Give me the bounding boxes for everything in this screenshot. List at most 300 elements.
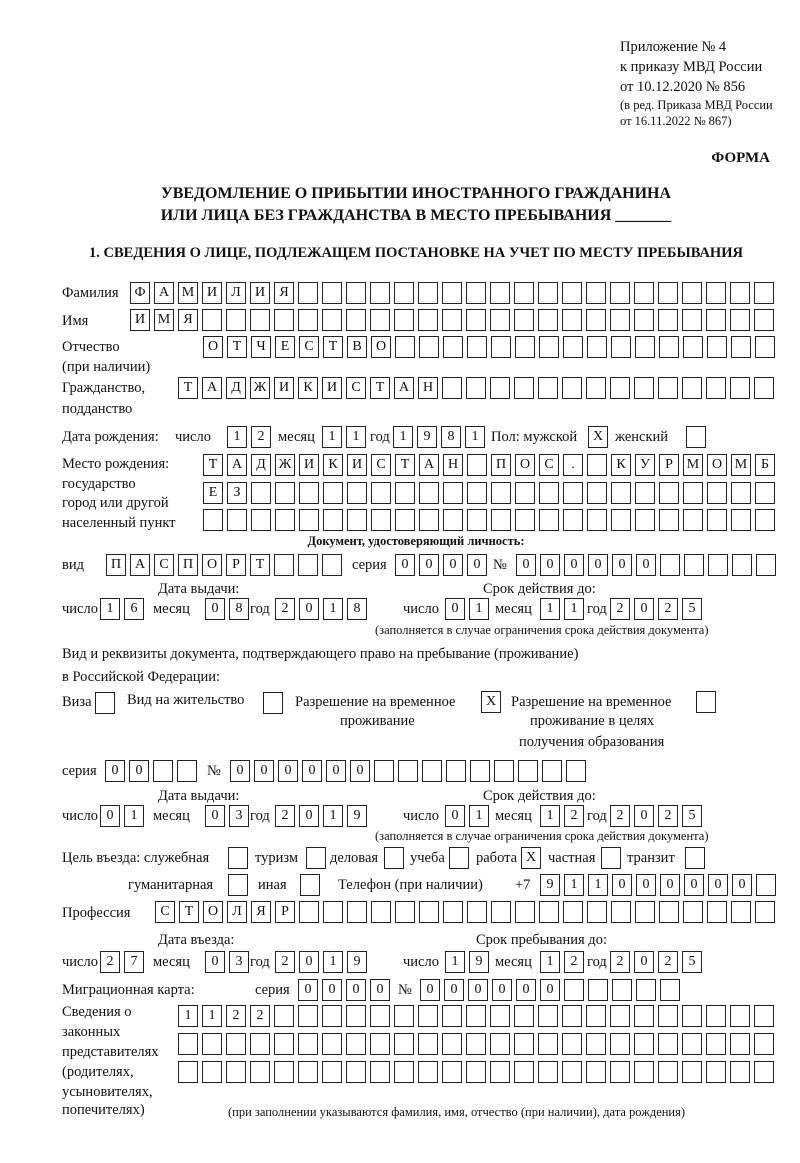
char-cell[interactable]: 0 <box>684 874 704 896</box>
char-cell[interactable]: 0 <box>302 760 322 782</box>
char-cell[interactable]: 9 <box>417 426 437 448</box>
char-cell[interactable] <box>562 282 582 304</box>
doc-valid-month-field[interactable] <box>540 598 584 620</box>
char-cell[interactable] <box>659 336 679 358</box>
char-cell[interactable] <box>706 1061 726 1083</box>
p-tourism-checkbox[interactable] <box>306 847 326 869</box>
char-cell[interactable] <box>730 377 750 399</box>
char-cell[interactable] <box>682 1061 702 1083</box>
char-cell[interactable]: 0 <box>516 979 536 1001</box>
char-cell[interactable] <box>442 377 462 399</box>
char-cell[interactable]: А <box>227 454 247 476</box>
char-cell[interactable]: В <box>347 336 367 358</box>
char-cell[interactable] <box>298 282 318 304</box>
char-cell[interactable] <box>707 901 727 923</box>
char-cell[interactable]: 5 <box>682 951 702 973</box>
char-cell[interactable] <box>755 509 775 531</box>
char-cell[interactable]: О <box>202 554 222 576</box>
char-cell[interactable]: 0 <box>467 554 487 576</box>
char-cell[interactable]: 3 <box>229 805 249 827</box>
char-cell[interactable] <box>562 1005 582 1027</box>
char-cell[interactable]: И <box>322 377 342 399</box>
char-cell[interactable]: Т <box>179 901 199 923</box>
char-cell[interactable] <box>538 309 558 331</box>
citizenship-field[interactable] <box>178 377 774 399</box>
char-cell[interactable] <box>707 509 727 531</box>
char-cell[interactable]: 0 <box>100 805 120 827</box>
char-cell[interactable] <box>226 309 246 331</box>
char-cell[interactable] <box>515 336 535 358</box>
char-cell[interactable] <box>586 282 606 304</box>
char-cell[interactable] <box>587 482 607 504</box>
char-cell[interactable] <box>153 760 173 782</box>
char-cell[interactable] <box>682 309 702 331</box>
char-cell[interactable] <box>466 309 486 331</box>
char-cell[interactable] <box>683 336 703 358</box>
char-cell[interactable]: И <box>250 282 270 304</box>
char-cell[interactable] <box>442 1033 462 1055</box>
char-cell[interactable]: 0 <box>350 760 370 782</box>
char-cell[interactable] <box>684 554 704 576</box>
char-cell[interactable] <box>610 309 630 331</box>
char-cell[interactable]: 1 <box>100 598 120 620</box>
char-cell[interactable]: И <box>347 454 367 476</box>
char-cell[interactable] <box>730 1005 750 1027</box>
char-cell[interactable]: 7 <box>124 951 144 973</box>
char-cell[interactable] <box>562 1061 582 1083</box>
char-cell[interactable]: . <box>563 454 583 476</box>
char-cell[interactable]: 1 <box>393 426 413 448</box>
char-cell[interactable]: 0 <box>634 598 654 620</box>
char-cell[interactable] <box>658 1005 678 1027</box>
phone-field[interactable] <box>540 874 776 896</box>
char-cell[interactable] <box>612 979 632 1001</box>
char-cell[interactable] <box>274 1033 294 1055</box>
char-cell[interactable] <box>707 482 727 504</box>
char-cell[interactable]: Т <box>323 336 343 358</box>
char-cell[interactable]: 0 <box>322 979 342 1001</box>
char-cell[interactable]: 2 <box>275 805 295 827</box>
char-cell[interactable] <box>659 509 679 531</box>
char-cell[interactable] <box>227 509 247 531</box>
char-cell[interactable] <box>347 482 367 504</box>
char-cell[interactable]: 0 <box>540 554 560 576</box>
char-cell[interactable] <box>490 1061 510 1083</box>
char-cell[interactable] <box>466 377 486 399</box>
char-cell[interactable]: А <box>202 377 222 399</box>
char-cell[interactable]: 0 <box>444 979 464 1001</box>
char-cell[interactable]: 6 <box>124 598 144 620</box>
char-cell[interactable] <box>658 377 678 399</box>
char-cell[interactable]: О <box>203 336 223 358</box>
char-cell[interactable] <box>731 509 751 531</box>
char-cell[interactable]: 0 <box>708 874 728 896</box>
char-cell[interactable]: О <box>371 336 391 358</box>
char-cell[interactable]: 9 <box>347 805 367 827</box>
char-cell[interactable] <box>466 1061 486 1083</box>
doc-valid-year-field[interactable] <box>610 598 702 620</box>
char-cell[interactable]: М <box>154 309 174 331</box>
stay-day-field[interactable] <box>445 951 489 973</box>
birth-day-field[interactable] <box>227 426 271 448</box>
char-cell[interactable] <box>323 482 343 504</box>
char-cell[interactable] <box>564 979 584 1001</box>
sex-male-checkbox[interactable]: X <box>588 426 608 448</box>
char-cell[interactable] <box>514 1005 534 1027</box>
char-cell[interactable]: 2 <box>610 805 630 827</box>
char-cell[interactable] <box>659 482 679 504</box>
char-cell[interactable]: Я <box>251 901 271 923</box>
char-cell[interactable] <box>754 377 774 399</box>
char-cell[interactable] <box>298 1005 318 1027</box>
char-cell[interactable] <box>683 901 703 923</box>
char-cell[interactable] <box>658 282 678 304</box>
char-cell[interactable] <box>563 509 583 531</box>
char-cell[interactable]: 8 <box>347 598 367 620</box>
char-cell[interactable] <box>274 1061 294 1083</box>
char-cell[interactable]: 0 <box>105 760 125 782</box>
doc-issue-month-field[interactable] <box>205 598 249 620</box>
char-cell[interactable] <box>347 509 367 531</box>
char-cell[interactable]: 1 <box>346 426 366 448</box>
char-cell[interactable] <box>490 309 510 331</box>
char-cell[interactable]: Ж <box>250 377 270 399</box>
entry-day-field[interactable] <box>100 951 144 973</box>
char-cell[interactable] <box>322 1061 342 1083</box>
char-cell[interactable] <box>442 1005 462 1027</box>
char-cell[interactable] <box>490 1005 510 1027</box>
char-cell[interactable]: Т <box>178 377 198 399</box>
char-cell[interactable] <box>490 1033 510 1055</box>
char-cell[interactable]: Т <box>227 336 247 358</box>
char-cell[interactable]: Л <box>227 901 247 923</box>
char-cell[interactable]: 0 <box>588 554 608 576</box>
char-cell[interactable]: С <box>346 377 366 399</box>
char-cell[interactable]: 0 <box>420 979 440 1001</box>
char-cell[interactable] <box>398 760 418 782</box>
char-cell[interactable] <box>538 1033 558 1055</box>
char-cell[interactable]: 2 <box>226 1005 246 1027</box>
char-cell[interactable]: К <box>298 377 318 399</box>
char-cell[interactable]: З <box>227 482 247 504</box>
char-cell[interactable]: О <box>515 454 535 476</box>
stay-year-field[interactable] <box>610 951 702 973</box>
char-cell[interactable] <box>514 309 534 331</box>
char-cell[interactable] <box>730 1033 750 1055</box>
char-cell[interactable]: 8 <box>441 426 461 448</box>
char-cell[interactable]: М <box>731 454 751 476</box>
char-cell[interactable] <box>346 1061 366 1083</box>
char-cell[interactable] <box>706 1005 726 1027</box>
char-cell[interactable] <box>466 1005 486 1027</box>
char-cell[interactable] <box>518 760 538 782</box>
char-cell[interactable] <box>634 1005 654 1027</box>
char-cell[interactable] <box>177 760 197 782</box>
char-cell[interactable] <box>395 482 415 504</box>
char-cell[interactable] <box>539 336 559 358</box>
char-cell[interactable] <box>634 1061 654 1083</box>
char-cell[interactable] <box>587 509 607 531</box>
char-cell[interactable]: П <box>178 554 198 576</box>
doc-issue-year-field[interactable] <box>275 598 367 620</box>
char-cell[interactable] <box>490 377 510 399</box>
char-cell[interactable]: Д <box>226 377 246 399</box>
char-cell[interactable] <box>587 336 607 358</box>
char-cell[interactable] <box>634 377 654 399</box>
p-humanitarian-checkbox[interactable] <box>228 874 248 896</box>
char-cell[interactable] <box>731 336 751 358</box>
char-cell[interactable]: И <box>202 282 222 304</box>
char-cell[interactable]: И <box>130 309 150 331</box>
char-cell[interactable] <box>418 1005 438 1027</box>
p-transit-checkbox[interactable] <box>685 847 705 869</box>
char-cell[interactable] <box>491 509 511 531</box>
char-cell[interactable]: А <box>394 377 414 399</box>
char-cell[interactable]: 2 <box>100 951 120 973</box>
char-cell[interactable]: 2 <box>275 951 295 973</box>
char-cell[interactable] <box>491 336 511 358</box>
char-cell[interactable] <box>466 1033 486 1055</box>
char-cell[interactable] <box>539 901 559 923</box>
char-cell[interactable] <box>611 336 631 358</box>
char-cell[interactable]: 0 <box>129 760 149 782</box>
birth-month-field[interactable] <box>322 426 366 448</box>
right-number-field[interactable] <box>230 760 586 782</box>
char-cell[interactable]: К <box>611 454 631 476</box>
char-cell[interactable] <box>611 509 631 531</box>
char-cell[interactable]: Н <box>443 454 463 476</box>
char-cell[interactable] <box>587 901 607 923</box>
temp-res-checkbox[interactable]: X <box>481 691 501 713</box>
char-cell[interactable]: Д <box>251 454 271 476</box>
char-cell[interactable]: К <box>323 454 343 476</box>
doc-number-field[interactable] <box>516 554 776 576</box>
char-cell[interactable]: Р <box>226 554 246 576</box>
char-cell[interactable]: Б <box>755 454 775 476</box>
char-cell[interactable] <box>542 760 562 782</box>
char-cell[interactable]: 0 <box>299 805 319 827</box>
char-cell[interactable] <box>274 554 294 576</box>
char-cell[interactable] <box>538 1061 558 1083</box>
char-cell[interactable] <box>515 482 535 504</box>
char-cell[interactable] <box>418 282 438 304</box>
right-valid-month-field[interactable] <box>540 805 584 827</box>
char-cell[interactable]: 5 <box>682 805 702 827</box>
char-cell[interactable] <box>467 336 487 358</box>
birth-year-field[interactable] <box>393 426 485 448</box>
char-cell[interactable]: 0 <box>230 760 250 782</box>
char-cell[interactable]: 0 <box>492 979 512 1001</box>
char-cell[interactable] <box>635 901 655 923</box>
char-cell[interactable]: 2 <box>658 805 678 827</box>
char-cell[interactable] <box>202 309 222 331</box>
char-cell[interactable] <box>586 1033 606 1055</box>
char-cell[interactable] <box>708 554 728 576</box>
char-cell[interactable] <box>634 282 654 304</box>
char-cell[interactable] <box>634 1033 654 1055</box>
char-cell[interactable] <box>275 482 295 504</box>
char-cell[interactable]: 0 <box>443 554 463 576</box>
char-cell[interactable] <box>755 901 775 923</box>
char-cell[interactable] <box>395 509 415 531</box>
char-cell[interactable] <box>683 482 703 504</box>
p-business-checkbox[interactable] <box>384 847 404 869</box>
char-cell[interactable]: 0 <box>634 951 654 973</box>
char-cell[interactable]: М <box>178 282 198 304</box>
char-cell[interactable]: 2 <box>658 951 678 973</box>
char-cell[interactable] <box>706 309 726 331</box>
char-cell[interactable] <box>178 1033 198 1055</box>
char-cell[interactable]: 2 <box>275 598 295 620</box>
char-cell[interactable] <box>226 1033 246 1055</box>
char-cell[interactable]: 0 <box>299 951 319 973</box>
char-cell[interactable]: 1 <box>564 598 584 620</box>
birthplace3-field[interactable] <box>203 509 775 531</box>
reps3-field[interactable] <box>178 1061 774 1083</box>
char-cell[interactable] <box>299 482 319 504</box>
char-cell[interactable]: 0 <box>445 598 465 620</box>
char-cell[interactable]: О <box>707 454 727 476</box>
char-cell[interactable] <box>754 1033 774 1055</box>
char-cell[interactable]: 1 <box>540 598 560 620</box>
char-cell[interactable]: 0 <box>612 874 632 896</box>
char-cell[interactable] <box>226 1061 246 1083</box>
char-cell[interactable] <box>275 509 295 531</box>
char-cell[interactable] <box>682 1005 702 1027</box>
char-cell[interactable] <box>251 482 271 504</box>
char-cell[interactable] <box>323 901 343 923</box>
char-cell[interactable] <box>635 482 655 504</box>
char-cell[interactable] <box>299 509 319 531</box>
char-cell[interactable] <box>610 282 630 304</box>
char-cell[interactable] <box>443 482 463 504</box>
char-cell[interactable]: 0 <box>540 979 560 1001</box>
char-cell[interactable]: 1 <box>465 426 485 448</box>
char-cell[interactable] <box>563 482 583 504</box>
char-cell[interactable] <box>322 309 342 331</box>
char-cell[interactable] <box>707 336 727 358</box>
char-cell[interactable] <box>370 1061 390 1083</box>
char-cell[interactable] <box>563 336 583 358</box>
char-cell[interactable] <box>660 979 680 1001</box>
char-cell[interactable] <box>610 377 630 399</box>
char-cell[interactable]: 0 <box>346 979 366 1001</box>
p-other-checkbox[interactable] <box>300 874 320 896</box>
char-cell[interactable]: 0 <box>205 598 225 620</box>
char-cell[interactable]: 1 <box>227 426 247 448</box>
char-cell[interactable] <box>443 336 463 358</box>
char-cell[interactable] <box>658 1033 678 1055</box>
char-cell[interactable] <box>394 1061 414 1083</box>
char-cell[interactable] <box>587 454 607 476</box>
char-cell[interactable] <box>682 282 702 304</box>
char-cell[interactable]: Т <box>250 554 270 576</box>
char-cell[interactable]: 2 <box>564 805 584 827</box>
char-cell[interactable] <box>682 1033 702 1055</box>
right-issue-day-field[interactable] <box>100 805 144 827</box>
char-cell[interactable] <box>202 1061 222 1083</box>
char-cell[interactable]: Р <box>275 901 295 923</box>
char-cell[interactable] <box>202 1033 222 1055</box>
char-cell[interactable] <box>539 482 559 504</box>
char-cell[interactable] <box>610 1033 630 1055</box>
char-cell[interactable] <box>298 1033 318 1055</box>
char-cell[interactable] <box>346 1005 366 1027</box>
surname-field[interactable] <box>130 282 774 304</box>
right-valid-day-field[interactable] <box>445 805 489 827</box>
char-cell[interactable] <box>514 282 534 304</box>
entry-year-field[interactable] <box>275 951 367 973</box>
char-cell[interactable]: Е <box>275 336 295 358</box>
doc-issue-day-field[interactable] <box>100 598 144 620</box>
char-cell[interactable]: 0 <box>370 979 390 1001</box>
char-cell[interactable]: 0 <box>205 805 225 827</box>
char-cell[interactable] <box>731 901 751 923</box>
char-cell[interactable]: 0 <box>326 760 346 782</box>
char-cell[interactable] <box>442 282 462 304</box>
char-cell[interactable] <box>491 901 511 923</box>
char-cell[interactable] <box>658 1061 678 1083</box>
char-cell[interactable]: 0 <box>395 554 415 576</box>
char-cell[interactable]: Н <box>418 377 438 399</box>
char-cell[interactable] <box>610 1005 630 1027</box>
char-cell[interactable] <box>682 377 702 399</box>
char-cell[interactable] <box>370 1005 390 1027</box>
char-cell[interactable] <box>203 509 223 531</box>
char-cell[interactable] <box>395 336 415 358</box>
char-cell[interactable] <box>660 554 680 576</box>
char-cell[interactable] <box>706 1033 726 1055</box>
char-cell[interactable] <box>251 509 271 531</box>
char-cell[interactable] <box>539 509 559 531</box>
char-cell[interactable] <box>443 901 463 923</box>
char-cell[interactable]: 0 <box>732 874 752 896</box>
char-cell[interactable]: 1 <box>540 951 560 973</box>
char-cell[interactable]: 0 <box>254 760 274 782</box>
right-issue-month-field[interactable] <box>205 805 249 827</box>
char-cell[interactable] <box>370 1033 390 1055</box>
char-cell[interactable] <box>346 1033 366 1055</box>
right-series-field[interactable] <box>105 760 197 782</box>
char-cell[interactable] <box>394 282 414 304</box>
stay-month-field[interactable] <box>540 951 584 973</box>
char-cell[interactable] <box>538 377 558 399</box>
char-cell[interactable]: М <box>683 454 703 476</box>
char-cell[interactable] <box>298 309 318 331</box>
char-cell[interactable]: Е <box>203 482 223 504</box>
char-cell[interactable] <box>371 509 391 531</box>
char-cell[interactable]: О <box>203 901 223 923</box>
char-cell[interactable] <box>491 482 511 504</box>
char-cell[interactable] <box>756 874 776 896</box>
char-cell[interactable]: А <box>130 554 150 576</box>
entry-month-field[interactable] <box>205 951 249 973</box>
char-cell[interactable] <box>371 901 391 923</box>
visa-checkbox[interactable] <box>95 692 115 714</box>
char-cell[interactable]: П <box>106 554 126 576</box>
char-cell[interactable] <box>370 282 390 304</box>
char-cell[interactable] <box>659 901 679 923</box>
char-cell[interactable] <box>586 309 606 331</box>
char-cell[interactable] <box>566 760 586 782</box>
char-cell[interactable] <box>370 309 390 331</box>
char-cell[interactable]: 1 <box>124 805 144 827</box>
char-cell[interactable] <box>755 336 775 358</box>
birthplace2-field[interactable] <box>203 482 775 504</box>
char-cell[interactable] <box>394 1033 414 1055</box>
char-cell[interactable] <box>274 1005 294 1027</box>
doc-valid-day-field[interactable] <box>445 598 489 620</box>
